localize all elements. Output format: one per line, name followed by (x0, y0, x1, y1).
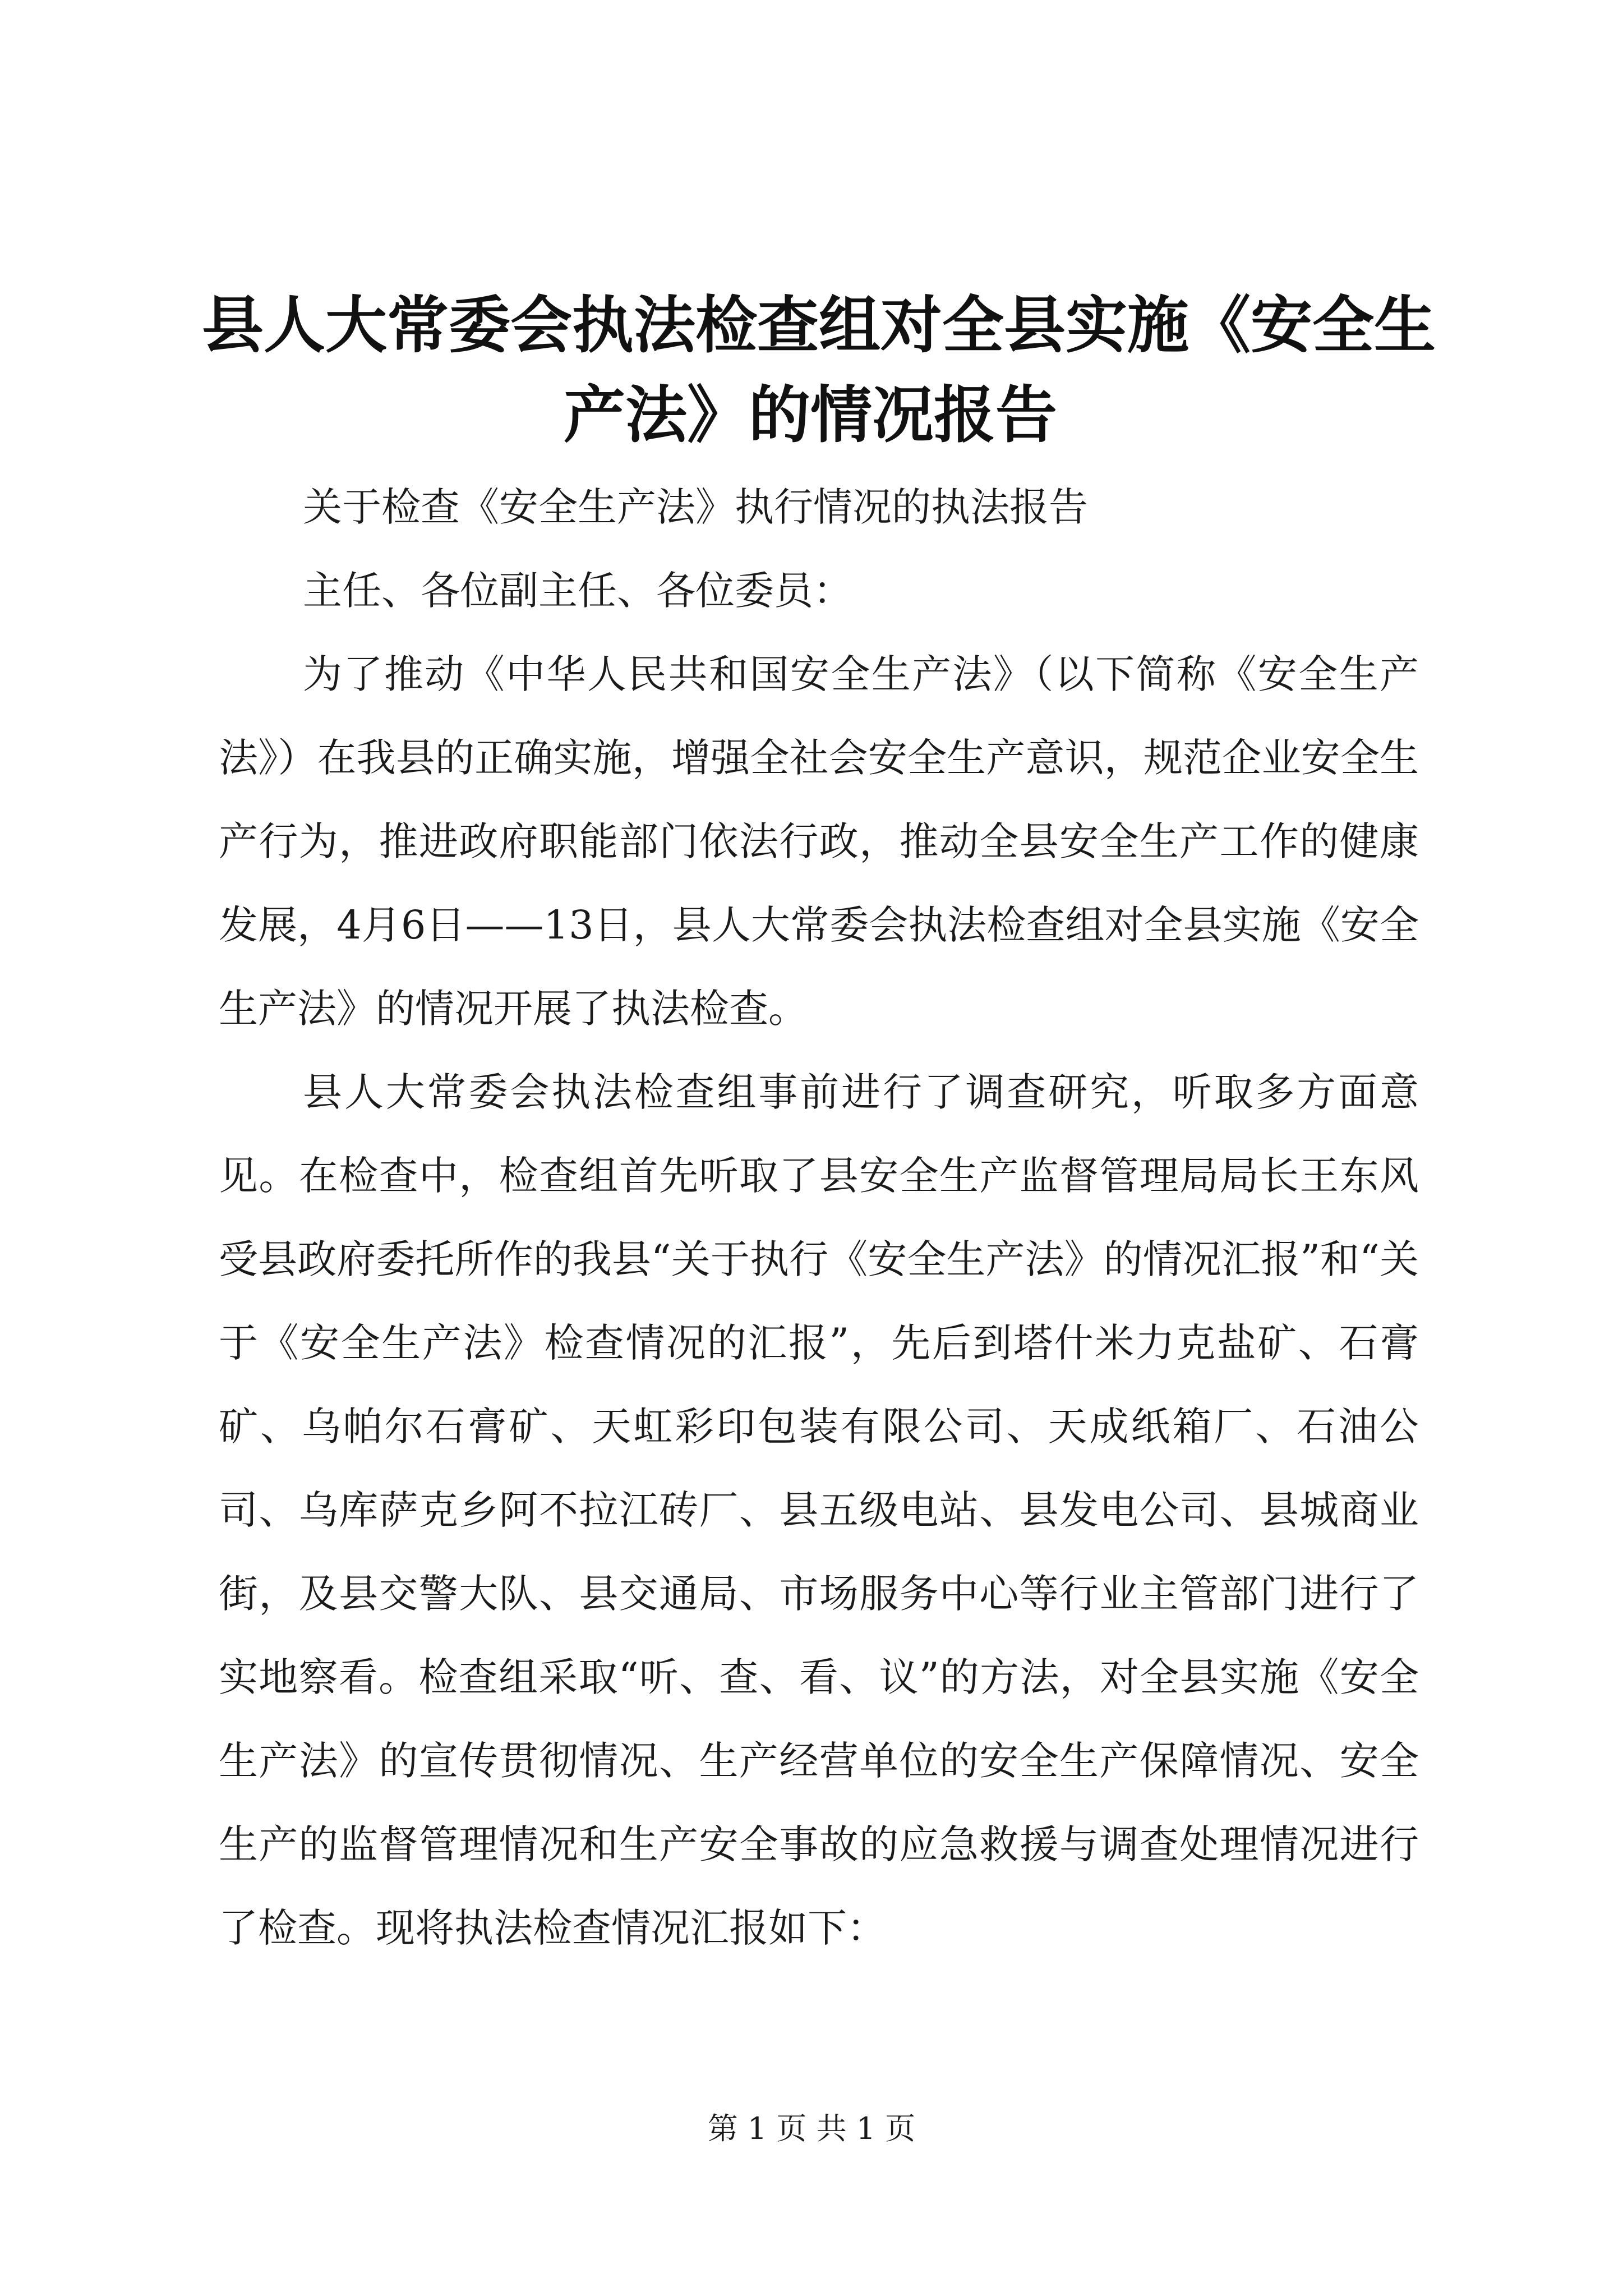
document-title (202, 280, 1436, 460)
paragraph-intro: 为了推动《中华人民共和国安全生产法》（以下简称《安全生产法》）在我县的正确实施，增强全社会安全生产意识，规范企业安全生产行为，推进政府职能部门依法行政，推动全县安全生产工作的健康发展，4月6日——13日，县人大常委会执法检查组对全县实施《安全生产法》的情况开展了执法检查。 (219, 651, 1419, 1032)
page-footer: 第 1 页 共 1 页 (707, 2111, 916, 2146)
paragraph-inspection: 县人大常委会执法检查组事前进行了调查研究，听取多方面意见。在检查中，检查组首先听取了县安全生产监督管理局局长王东风受县政府委托所作的我县“关于执行《安全生产法》的情况汇报”和“关于《安全生产法》检查情况的汇报”，先后到塔什米力克盐矿、石膏矿、乌帕尔石膏矿、天虹彩印包装有限公司、天成纸箱厂、石油公司、乌库萨克乡阿不拉江砖厂、县五级电站、县发电公司、县城商业街，及县交警大队、县交通局、市场服务中心等行业主管部门进行了实地察看。检查组采取“听、查、看、议”的方法，对全县实施《安全生产法》的宣传贯彻情况、生产经营单位的安全生产保障情况、安全生产的监督管理情况和生产安全事故的应急救援与调查处理情况进行了检查。现将执法检查情况汇报如下： (219, 1069, 1419, 1951)
document-body (219, 466, 1419, 1970)
title-line-2: 产法》的情况报告 (564, 379, 1057, 451)
salutation: 主任、各位副主任、各位委员： (303, 568, 852, 614)
report-subtitle: 关于检查《安全生产法》执行情况的执法报告 (303, 484, 1088, 530)
title-line-1: 县人大常委会执法检查组对全县实施《安全生 (202, 289, 1436, 361)
